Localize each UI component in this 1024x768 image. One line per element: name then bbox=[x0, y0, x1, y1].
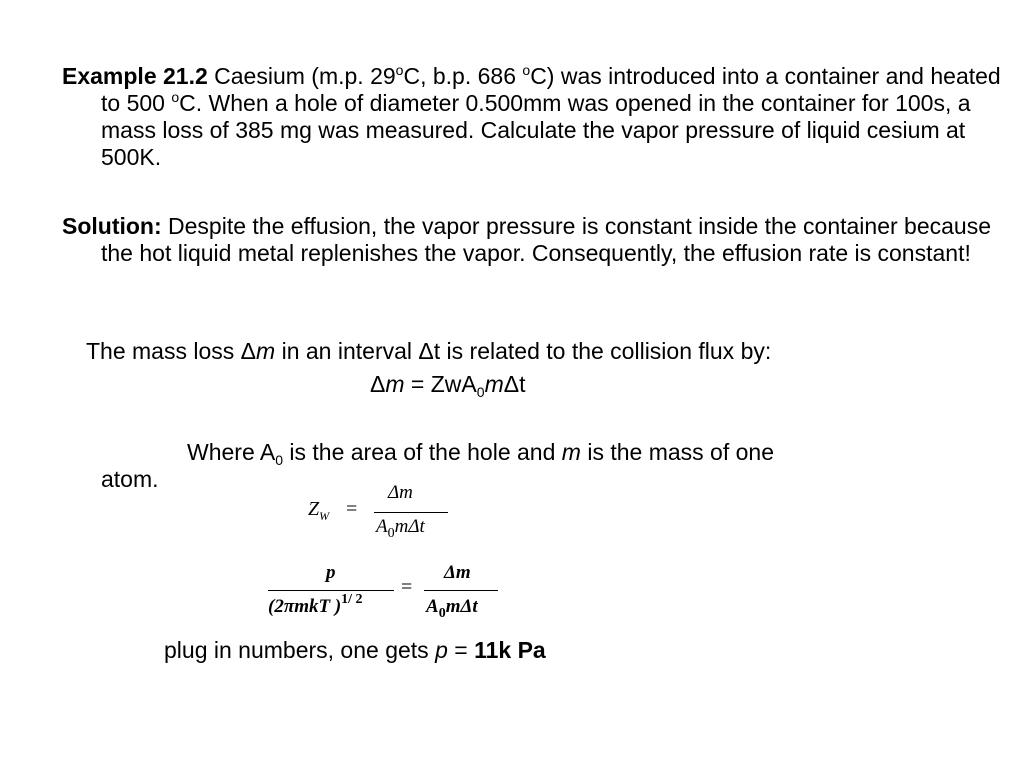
solution-label: Solution: bbox=[62, 213, 162, 239]
zw-fraction-bar bbox=[374, 512, 448, 513]
result-value: 11k Pa bbox=[474, 637, 546, 663]
result-statement: plug in numbers, one gets p = 11k Pa bbox=[164, 637, 546, 663]
pressure-formula: p (2πmkT )$^{1/ 2}$ = Δm $A_0m\Delta t$ bbox=[268, 560, 508, 630]
where-statement-continued: atom. bbox=[101, 466, 159, 492]
zw-formula: $Z_W$ = Δm $A_0m\Delta t$ bbox=[308, 482, 448, 552]
mass-loss-equation: Δm = ZwA$_0$mΔt bbox=[370, 371, 526, 400]
where-statement: Where $A_0$ is the area of the hole and m is the mass of one bbox=[187, 439, 774, 468]
solution-paragraph: Solution: Despite the effusion, the vapor pressure is constant inside the container because the hot liquid metal replenishes the vapor. Consequently, the effusion rate is constant! bbox=[62, 213, 991, 266]
pressure-fraction-bar-left bbox=[268, 590, 394, 591]
example-label: Example 21.2 bbox=[62, 63, 208, 89]
example-paragraph: Example 21.2 Caesium (m.p. 29$^o$C, b.p. 686 $^o$C) was introduced into a container and heated to 500 $^o$C. When a hole of diameter 0.500mm was opened in the container for 100s, a mass loss of 385 mg was measured. Calculate the vapor pressure of liquid cesium at 500K. bbox=[62, 62, 1001, 170]
mass-loss-statement: The mass loss Δm in an interval Δt is related to the collision flux by: bbox=[86, 338, 772, 364]
pressure-fraction-bar-right bbox=[424, 590, 498, 591]
